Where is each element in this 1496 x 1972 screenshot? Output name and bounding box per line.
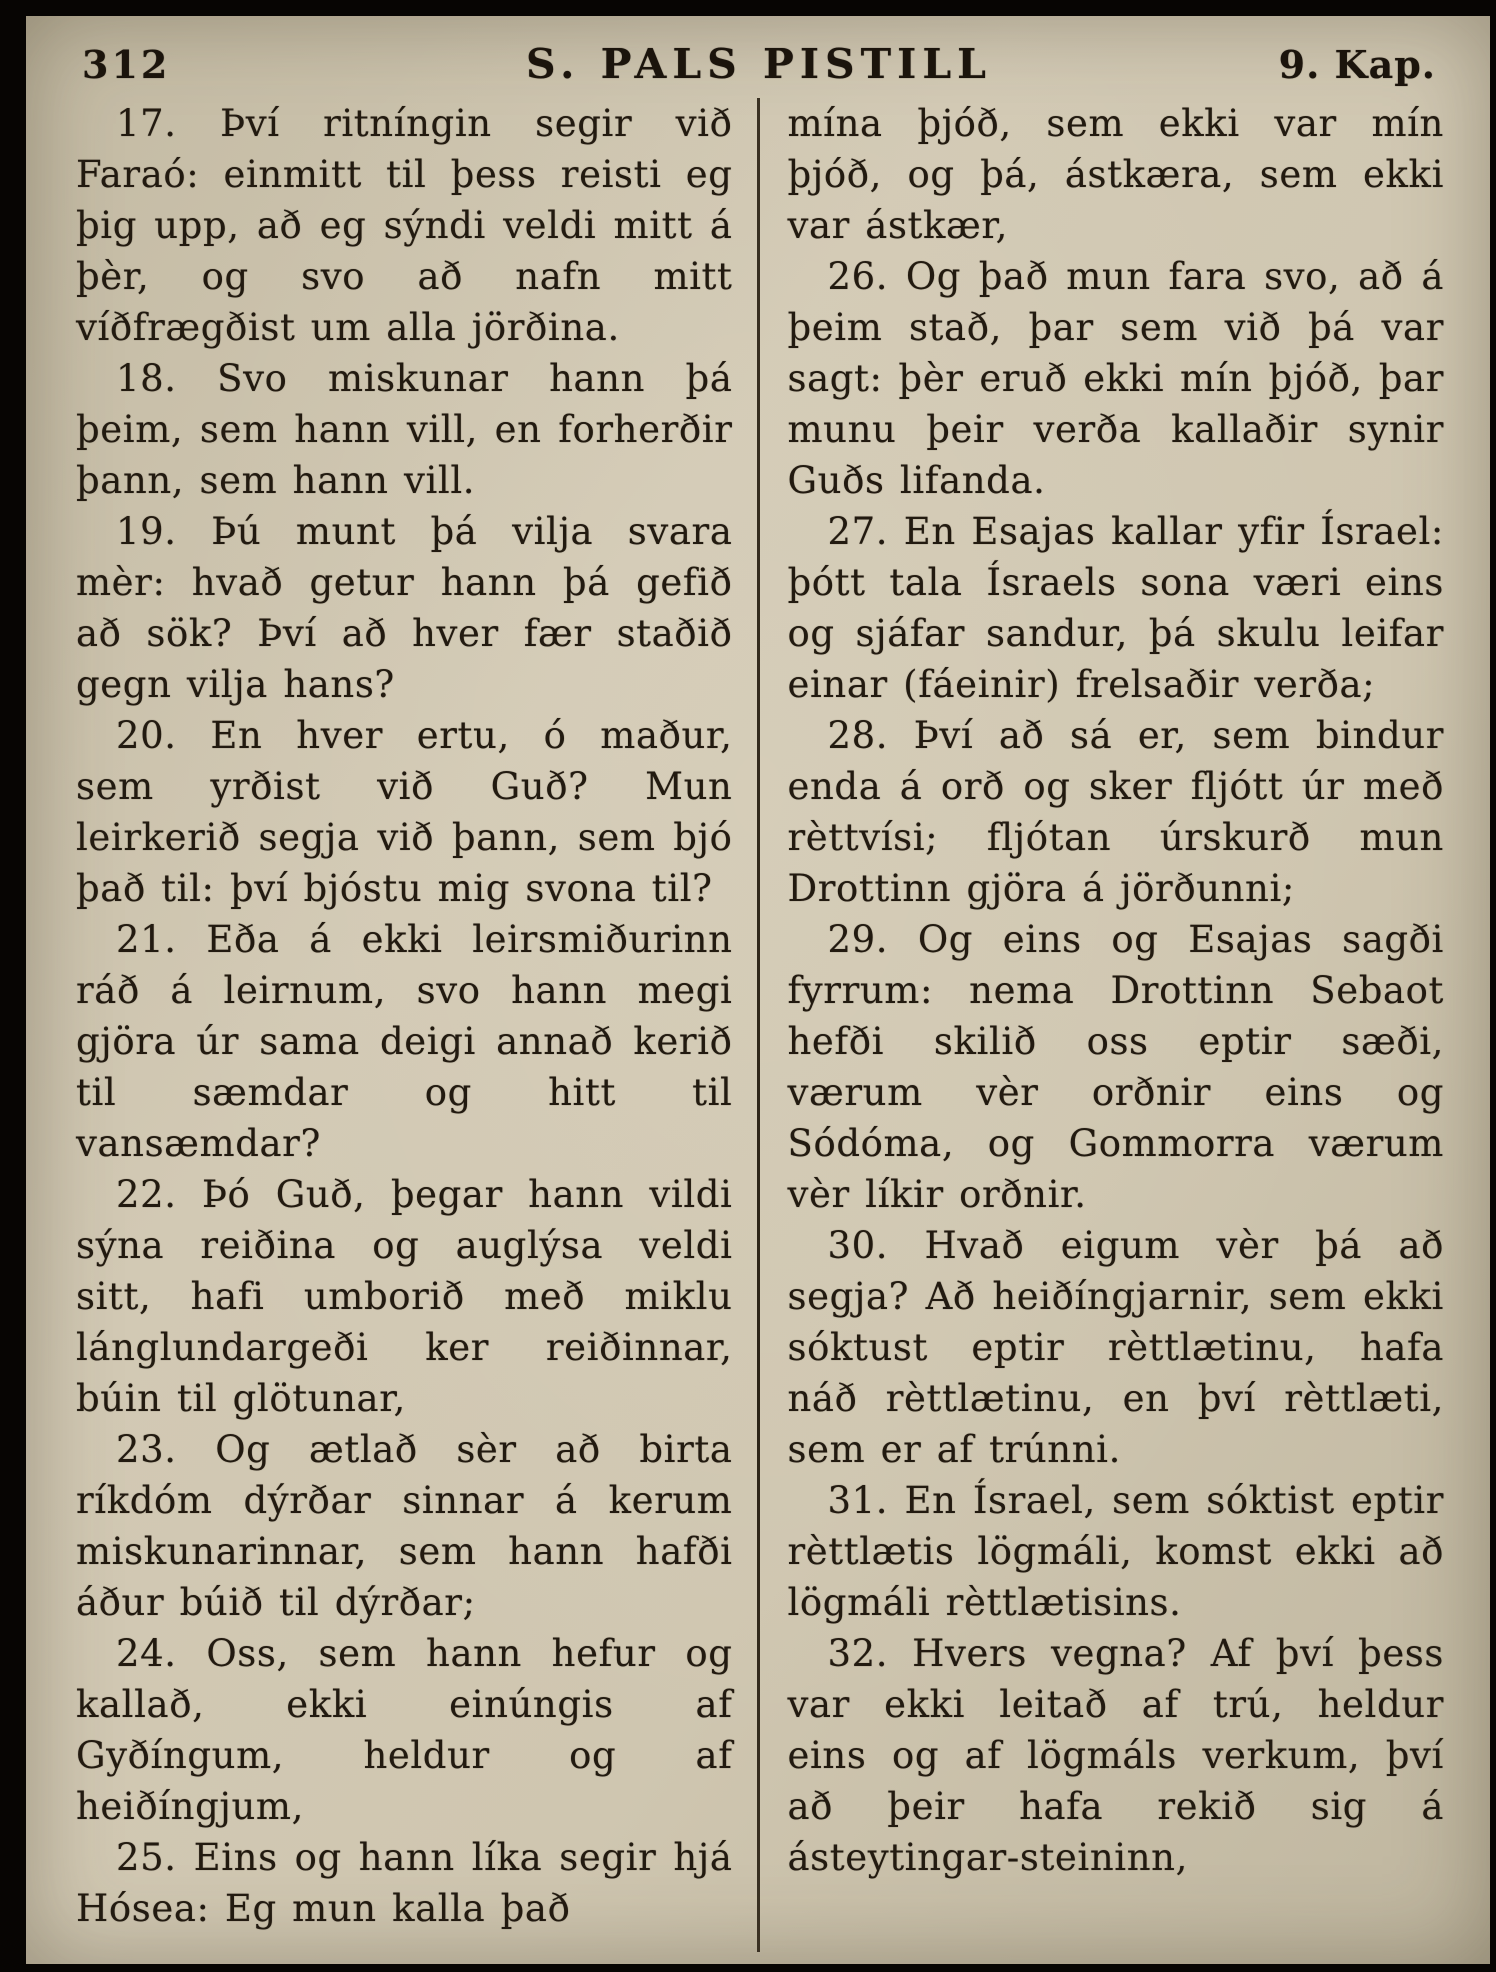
verse-paragraph: 30. Hvað eigum vèr þá að segja? Að heiðíngjarnir, sem ekki sóktust eptir rèttlætinu, hafa náð rèttlætinu, en því rèttlæti, sem er af trúnni. bbox=[787, 1224, 1444, 1471]
page-number: 312 bbox=[82, 42, 171, 87]
verse-paragraph: 28. Því að sá er, sem bindur enda á orð og sker fljótt úr með rèttvísi; fljótan úrskurð mun Drottinn gjöra á jörðunni; bbox=[787, 714, 1444, 910]
chapter-label: 9. Kap. bbox=[1278, 42, 1436, 87]
verse-paragraph: 31. En Ísrael, sem sóktist eptir rèttlætis lögmáli, komst ekki að lögmáli rèttlætisins. bbox=[787, 1479, 1444, 1624]
book-page bbox=[26, 16, 1490, 1964]
column-right bbox=[760, 98, 1451, 1952]
verse-paragraph: 25. Eins og hann líka segir hjá Hósea: Eg mun kalla það bbox=[76, 1836, 733, 1930]
verse-paragraph: 24. Oss, sem hann hefur og kallað, ekki einúngis af Gyðíngum, heldur og af heiðíngjum, bbox=[76, 1632, 733, 1828]
verse-paragraph: 17. Því ritníngin segir við Faraó: einmitt til þess reisti eg þig upp, að eg sýndi veldi mitt á þèr, og svo að nafn mitt víðfrægðist um alla jörðina. bbox=[76, 102, 733, 349]
verse-paragraph: mína þjóð, sem ekki var mín þjóð, og þá, ástkæra, sem ekki var ástkær, bbox=[787, 102, 1444, 247]
column-left bbox=[56, 98, 757, 1952]
verse-paragraph: 27. En Esajas kallar yfir Ísrael: þótt tala Ísraels sona væri eins og sjáfar sandur, þá skulu leifar einar (fáeinir) frelsaðir verða; bbox=[787, 510, 1444, 706]
page-header bbox=[56, 30, 1450, 90]
text-columns bbox=[56, 98, 1450, 1952]
verse-paragraph: 26. Og það mun fara svo, að á þeim stað, þar sem við þá var sagt: þèr eruð ekki mín þjóð, þar munu þeir verða kallaðir synir Guðs lifanda. bbox=[787, 255, 1444, 502]
verse-paragraph: 18. Svo miskunar hann þá þeim, sem hann vill, en forherðir þann, sem hann vill. bbox=[76, 357, 733, 502]
verse-paragraph: 23. Og ætlað sèr að birta ríkdóm dýrðar sinnar á kerum miskunarinnar, sem hann hafði áður búið til dýrðar; bbox=[76, 1428, 733, 1624]
verse-paragraph: 20. En hver ertu, ó maður, sem yrðist við Guð? Mun leirkerið segja við þann, sem bjó það til: því bjóstu mig svona til? bbox=[76, 714, 733, 910]
page-title: S. PALS PISTILL bbox=[525, 40, 993, 88]
verse-paragraph: 32. Hvers vegna? Af því þess var ekki leitað af trú, heldur eins og af lögmáls verkum, því að þeir hafa rekið sig á ásteytingar-steininn, bbox=[787, 1632, 1444, 1879]
verse-paragraph: 29. Og eins og Esajas sagði fyrrum: nema Drottinn Sebaot hefði skilið oss eptir sæði, værum vèr orðnir eins og Sódóma, og Gommorra værum vèr líkir orðnir. bbox=[787, 918, 1444, 1216]
verse-paragraph: 19. Þú munt þá vilja svara mèr: hvað getur hann þá gefið að sök? Því að hver fær staðið gegn vilja hans? bbox=[76, 510, 733, 706]
verse-paragraph: 21. Eða á ekki leirsmiðurinn ráð á leirnum, svo hann megi gjöra úr sama deigi annað kerið til sæmdar og hitt til vansæmdar? bbox=[76, 918, 733, 1165]
verse-paragraph: 22. Þó Guð, þegar hann vildi sýna reiðina og auglýsa veldi sitt, hafi umborið með miklu lánglundargeði ker reiðinnar, búin til glötunar, bbox=[76, 1173, 733, 1420]
